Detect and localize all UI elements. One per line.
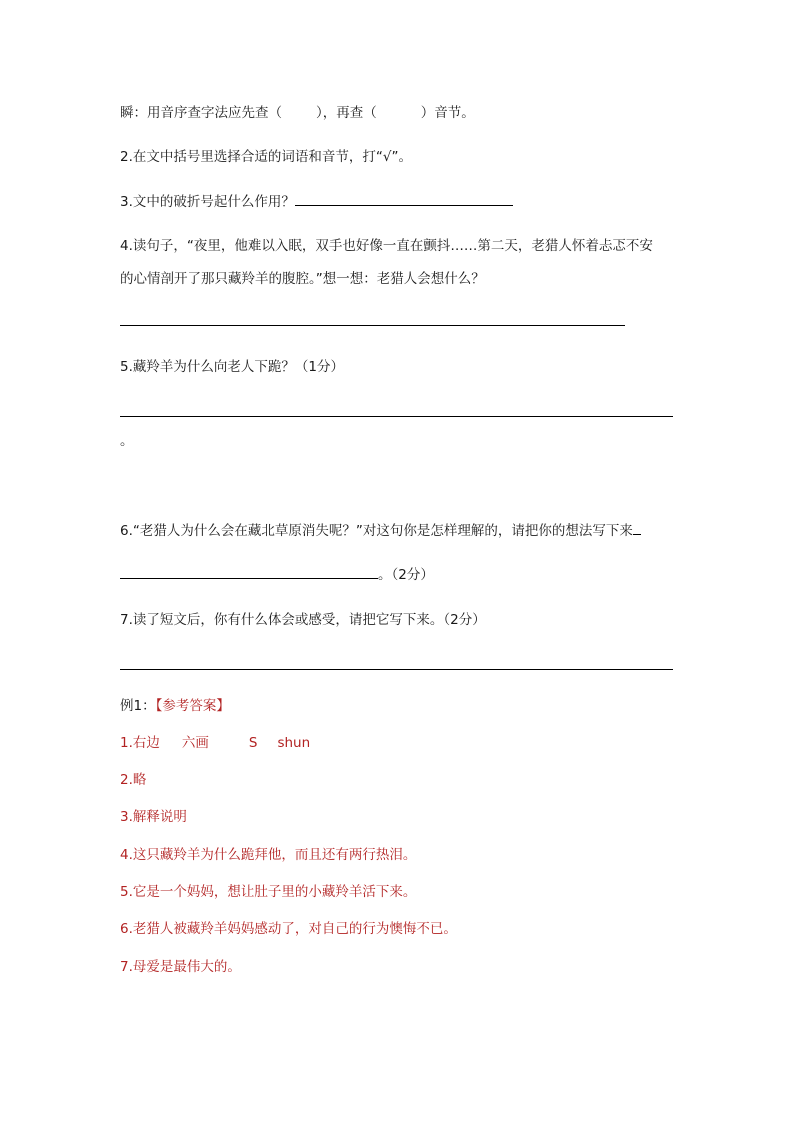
- q6-text: 6.“老猎人为什么会在藏北草原消失呢？”对这句你是怎样理解的，请把你的想法写下来: [120, 523, 633, 539]
- answers-heading-label: 【参考答案】: [155, 698, 230, 714]
- q5-end-mark: 。: [120, 433, 134, 449]
- answer-6-num: 6.: [120, 921, 133, 937]
- answer-3-text: 解释说明: [132, 809, 187, 825]
- q3-answer-blank: [295, 204, 513, 206]
- question-6: [120, 522, 641, 540]
- question-5: 5.藏羚羊为什么向老人下跪？（1分）: [120, 359, 344, 375]
- q4-answer-line: [120, 325, 625, 326]
- q1-text-a: 瞬：用音序查字法应先查（: [120, 105, 282, 121]
- answer-7: [120, 958, 241, 976]
- answer-1-num: 1.: [120, 735, 133, 751]
- answer-5: [120, 883, 416, 901]
- q7-answer-line: [120, 669, 673, 670]
- answers-heading: [120, 697, 230, 715]
- answer-6-text: 老猎人被藏羚羊妈妈感动了，对自己的行为懊悔不已。: [132, 921, 457, 937]
- answer-2: [120, 771, 146, 789]
- q3-text: 3.文中的破折号起什么作用？: [120, 194, 295, 210]
- answer-2-num: 2.: [120, 772, 133, 788]
- question-4-line-1: 4.读句子，“夜里，他难以入眠，双手也好像一直在颤抖……第二天，老猎人怀着忐忑不安: [120, 238, 653, 254]
- answers-heading-prefix: 例1：: [120, 698, 156, 714]
- answer-1: [120, 734, 310, 752]
- question-3: [120, 193, 513, 211]
- q6-answer-blank: [120, 577, 378, 579]
- answer-4-num: 4.: [120, 847, 133, 863]
- question-6-cont: [120, 566, 434, 584]
- answer-7-num: 7.: [120, 959, 133, 975]
- question-2: 2.在文中括号里选择合适的词语和音节，打“√”。: [120, 149, 412, 165]
- answer-1-part-1: 右边: [132, 735, 160, 751]
- q6-blank-start: [633, 533, 641, 535]
- answer-5-text: 它是一个妈妈，想让肚子里的小藏羚羊活下来。: [132, 884, 417, 900]
- q1-text-b: ），再查（: [316, 105, 377, 121]
- answer-1-part-4: shun: [277, 735, 311, 751]
- q6-end: 。（2分）: [378, 567, 434, 583]
- answer-3-num: 3.: [120, 809, 133, 825]
- answer-4: [120, 846, 416, 864]
- q1-text-c: ）音节。: [420, 105, 475, 121]
- question-1: [120, 104, 475, 122]
- q5-answer-line: [120, 416, 673, 417]
- answer-6: [120, 920, 457, 938]
- answer-7-text: 母爱是最伟大的。: [132, 959, 241, 975]
- answer-5-num: 5.: [120, 884, 133, 900]
- answer-1-part-3: S: [248, 735, 258, 751]
- answer-4-text: 这只藏羚羊为什么跪拜他，而且还有两行热泪。: [132, 847, 417, 863]
- question-7: 7.读了短文后，你有什么体会或感受，请把它写下来。（2分）: [120, 612, 486, 628]
- answer-2-text: 略: [132, 772, 147, 788]
- question-4-line-2: 的心情剖开了那只藏羚羊的腹腔。”想一想：老猎人会想什么？: [120, 271, 485, 287]
- answer-1-part-2: 六画: [181, 735, 209, 751]
- answer-3: [120, 808, 187, 826]
